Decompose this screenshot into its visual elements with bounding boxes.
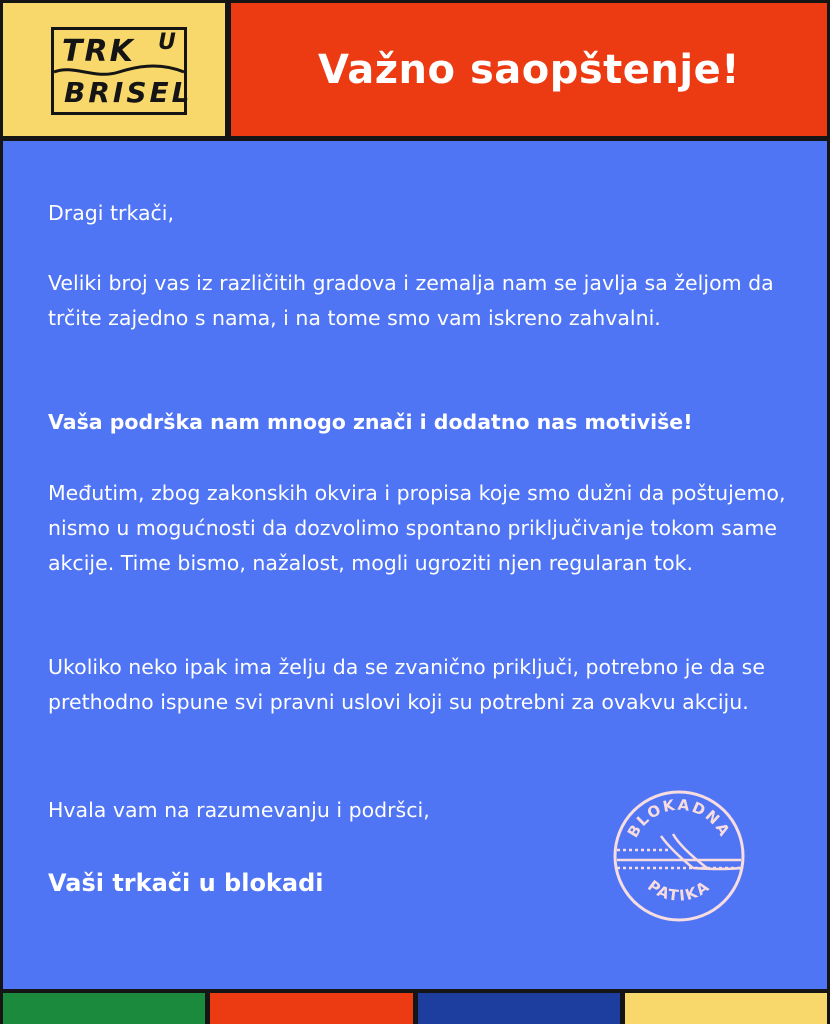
letter-thanks: Hvala vam na razumevanju i podršci, [48, 798, 430, 822]
logo-text-u: U [158, 30, 178, 55]
trk-u-brisel-logo [51, 27, 193, 115]
letter-panel [3, 141, 827, 989]
logo-text-trk: TRK [62, 34, 135, 69]
footer-strip-navy [418, 993, 620, 1024]
letter-paragraph-1: Veliki broj vas iz različitih gradova i zemalja nam se javlja sa željom da trčite zajedno s nama, i na tome smo vam iskreno zahvalni. [48, 271, 774, 330]
logo-panel [3, 3, 225, 136]
letter-bold-statement: Vaša podrška nam mnogo znači i dodatno nas motiviše! [48, 410, 693, 434]
header-panel [231, 3, 827, 136]
letter-signature: Vaši trkači u blokadi [48, 869, 324, 897]
svg-text:PATIKA [644, 877, 714, 905]
svg-text:BLOKADNA [624, 796, 734, 841]
footer-strip-green [3, 993, 205, 1024]
footer-strip-red [210, 993, 413, 1024]
footer-strip-yellow [625, 993, 827, 1024]
stamp-shoe-lines-icon [617, 834, 741, 869]
letter-paragraph-2: Međutim, zbog zakonskih okvira i propisa koje smo dužni da poštujemo, nismo u mogućnosti da dozvolimo spontano priključivanje tokom same akcije. Time bismo, nažalost, mogli ugroziti njen regularan tok. [48, 481, 786, 575]
letter-paragraph-3: Ukoliko neko ipak ima želju da se zvanično priključi, potrebno je da se prethodno ispune svi pravni uslovi koji su potrebni za ovakvu akciju. [48, 655, 765, 714]
headline: Važno saopštenje! [318, 46, 740, 93]
stamp-bottom-text: PATIKA [644, 876, 714, 905]
logo-text-brisel: BRISEL [64, 76, 193, 109]
stamp-top-text: BLOKADNA [623, 795, 735, 841]
blokadna-patika-stamp [611, 788, 747, 924]
letter-greeting: Dragi trkači, [48, 201, 175, 225]
